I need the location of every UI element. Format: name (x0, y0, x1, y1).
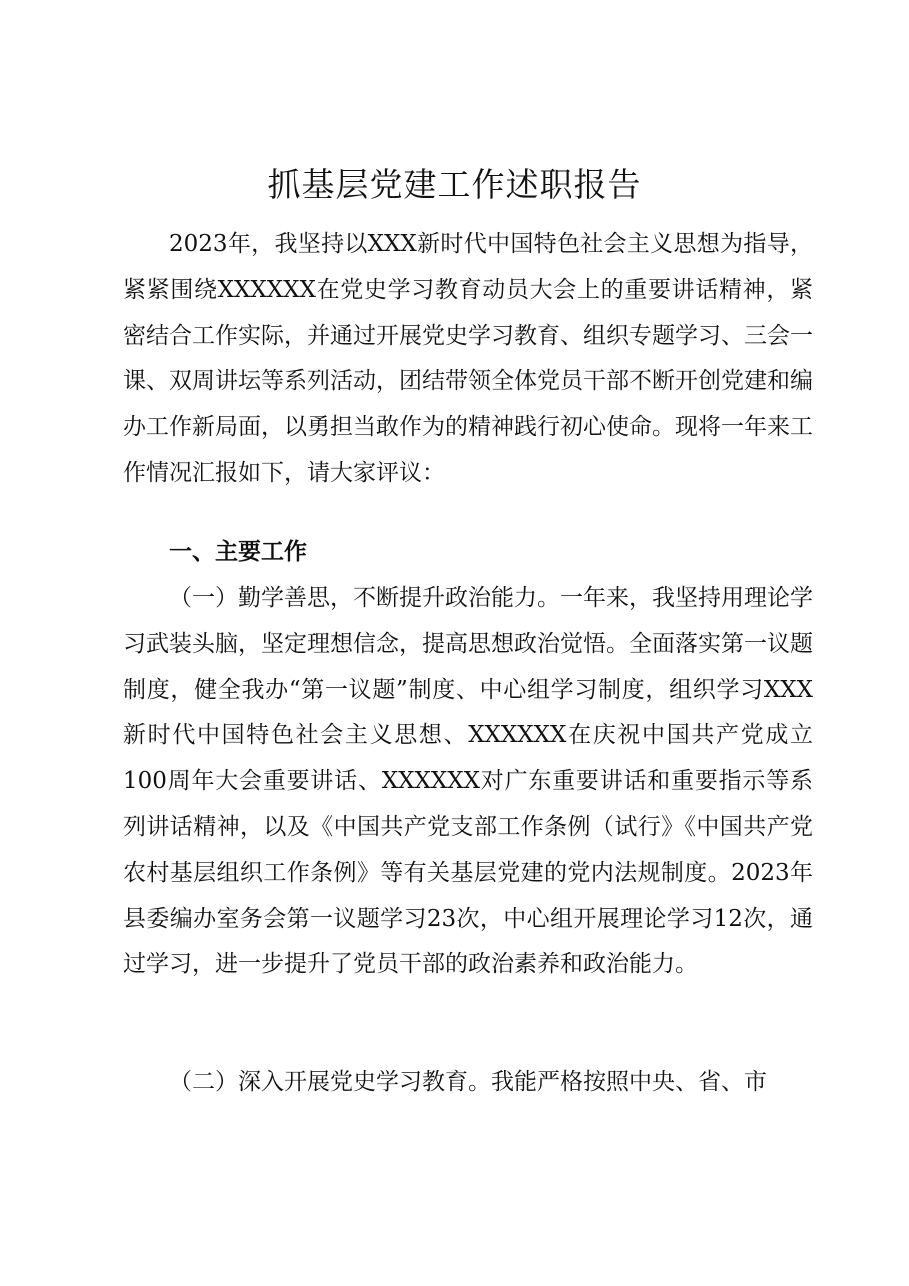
document-title: 抓基层党建工作述职报告 (267, 165, 642, 204)
paragraph-block-1 (123, 576, 813, 988)
section-heading-block (123, 530, 813, 576)
paragraph-party-history-education: （二）深入开展党史学习教育。我能严格按照中央、省、市 (169, 1069, 767, 1095)
intro-paragraph-block (123, 222, 813, 497)
paragraph-block-2 (123, 1060, 813, 1106)
intro-paragraph: 2023年，我坚持以XXX新时代中国特色社会主义思想为指导，紧紧围绕XXXXXX在党史学习教育动员大会上的重要讲话精神，紧密结合工作实际，并通过开展党史学习教育、组织专题学习、三会一课、双周讲坛等系列活动，团结带领全体党员干部不断开创党建和编办工作新局面，以勇担当敢作为的精神践行初心使命。现将一年来工作情况汇报如下，请大家评议： (123, 231, 813, 486)
paragraph-political-ability: （一）勤学善思，不断提升政治能力。一年来，我坚持用理论学习武装头脑，坚定理想信念，提高思想政治觉悟。全面落实第一议题制度，健全我办“第一议题”制度、中心组学习制度，组织学习XXX新时代中国特色社会主义思想、XXXXXX在庆祝中国共产党成立100周年大会重要讲话、XXXXXX对广东重要讲话和重要指示等系列讲话精神，以及《中国共产党支部工作条例（试行》《中国共产党农村基层组织工作条例》等有关基层党建的党内法规制度。2023年县委编办室务会第一议题学习23次，中心组开展理论学习12次，通过学习，进一步提升了党员干部的政治素养和政治能力。 (123, 585, 813, 978)
section-heading-main-work: 一、主要工作 (169, 539, 307, 565)
